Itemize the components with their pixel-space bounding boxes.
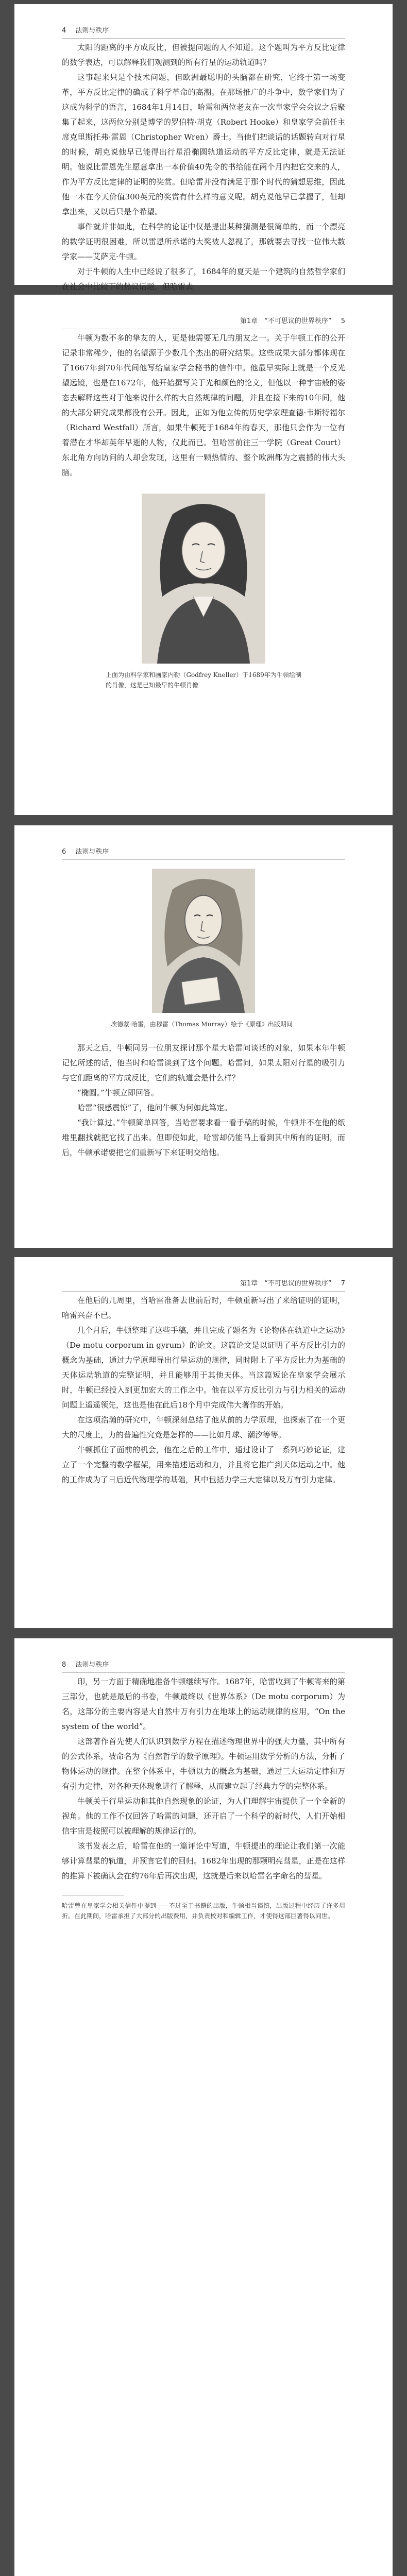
running-title: 第1章 “不可思议的世界秩序” — [240, 1280, 332, 1287]
page-number: 7 — [341, 1280, 345, 1287]
paragraph: 对于牛顿的人生中已经说了很多了，1684年的夏天是一个建筑的自然哲学家们在社会中比较下的热议话题，但哈雷去 — [62, 267, 345, 291]
paragraph: 那天之后，牛顿同另一位朋友探讨那个星大哈雷问谈话的对象，如果本年牛顿记忆所述的话，他当时和哈雷谈到了这个问题。哈雷问，如果太阳对行星的吸引力与它们距离的平方成反比，它们的轨道会是什么样？ — [62, 1043, 345, 1082]
running-title: 第1章 “不可思议的世界秩序” — [240, 317, 332, 325]
book-page-5 — [14, 1638, 393, 2576]
page-header — [62, 25, 345, 35]
page-header — [62, 1659, 345, 1669]
paragraph: 牛顿关于行星运动和其他自然现象的论证，为人们理解宇宙提供了一个全新的视角。他的工作不仅回答了哈雷的问题，还开启了一个科学的新时代，人们开始相信宇宙是按照可以被理解的规律运行的。 — [62, 1797, 345, 1836]
book-page-2 — [14, 295, 393, 815]
paragraph: 几个月后，牛顿整理了这些手稿，并且完成了题名为《论物体在轨道中之运动》（De motu corporum in gyrum）的论文。这篇论文是以证明了平方反比引力的概念为基础，通过力学原理导出行星运动的规律，同时附上了平方反比力为基础的天体运动轨道的完整证明，并且能够用于其他天体。当这篇短论在皇家学会展示时，牛顿已经投入到更加宏大的工作之中。他在以平方反比引力与引力相关的运动问题上遥遥领先，这也是他在此后18个月中完成伟大著作的开始。 — [62, 1326, 345, 1410]
newton-portrait-drawing — [142, 494, 265, 664]
paragraph: 牛顿为数不多的挚友的人，更是他需要无几的朋友之一。关于牛顿工作的公开记录非常稀少，他的名望源于少数几个杰出的研究结果。这些成果大部分都体现在了1667年到70年代间他写给皇家学会秘书的信件中。他最早实际上就是一个反光望远镜，也是在1672年，他开始撰写关于光和颜色的论文，但他以一种宇宙般的姿态去解释这些对于他来说什么样的大自然规律的问题，并且在接下来的10年间，他的大部分研究成果都没有公开。因此，正如为他立传的历史学家理查德·韦斯特福尔（Richard Westfall）所言，如果牛顿死于1684年的春天，那他只会作为一位有着潜在才华却英年早逝的人物，仅此而已。但哈雷前往三一学院（Great Court）东北角方向访问的人却会发现，这里有一颗热情的、整个欧洲都为之震撼的伟大头脑。 — [62, 333, 345, 477]
book-page-4 — [14, 1257, 393, 1628]
paragraph: “我计算过。”牛顿简单回答，当哈雷要求看一看手稿的时候，牛顿并不在他的纸堆里翻找就把它找了出来。但即使如此，哈雷却仍能马上看到其中所有的证明，而后，牛顿承诺要把它们重新写下来证明交给他。 — [62, 1118, 345, 1157]
page-number: 6 — [62, 848, 66, 856]
paragraph: 哈雷“很感震惊”了，他问牛顿为何如此笃定。 — [77, 1103, 232, 1112]
halley-portrait-drawing — [152, 869, 255, 1013]
paragraph: 这事起来只是个技术问题，但欧洲最聪明的头脑都在研究，它终于第一场变革，平方反比定律的确成了科学革命的高潮。在那场推广的斗争中，数学家们为了这成为科学的语言，1684年1月14日，哈雷和两位老友在一次皇家学会会议之后聚集了起来，这两位分别是博学的罗伯特·胡克（Robert Hooke）和皇家学会前任主席克里斯托弗·雷恩（Christopher Wren）爵士。当他们把谈话的话题转向对行星的时候，胡克说他早已能得出行星沿椭圆轨道运动的平方反比定律，就是无法证明。他说比雷恩先生愿意拿出一本价值40先令的书给能在两个月内把它交来的人，作为平方反比定律的证明的奖赏。但哈雷并没有满足于那个时代的猜想思维，因此他一本在今天价值300英元的奖赏有什么样的意义呢。胡克说他早已掌握了，但却拿出来，又以后只是个希望。 — [62, 73, 345, 216]
page-header — [62, 315, 345, 325]
header-rule — [62, 38, 345, 39]
paragraph: 太阳的距离的平方成反比，但被提问题的人不知道。这个题叫为平方反比定律的数学表达，可以解释我们观测到的所有行星的运动轨道吗？ — [62, 43, 345, 67]
footnote: 哈雷曾在皇家学会相关信件中提到——不过至于书籍的出版，牛顿相当谨慎，出版过程中经历了许多周折。在此期间，哈雷承担了大部分的出版费用，并负责校对和编辑工作，才使得这部巨著得以问世。 — [62, 1902, 345, 1920]
header-rule — [62, 1291, 345, 1292]
running-title: 法则与秩序 — [75, 27, 109, 35]
figure-caption: 上面为由科学家和画家内勒（Godfrey Kneller）于1689年为牛顿绘制的肖像，这是已知最早的牛顿肖像 — [106, 671, 301, 689]
page-number: 8 — [62, 1661, 66, 1669]
book-page-3 — [14, 825, 393, 1248]
paragraph: 在这项浩瀚的研究中，牛顿深刻总结了他从前的力学原理，也探索了在一个更大的尺度上，力的普遍性究竟是怎样的——比如月球、潮汐等等。 — [62, 1415, 345, 1439]
newton-portrait — [142, 494, 265, 664]
halley-portrait — [152, 869, 255, 1013]
page-header — [62, 1278, 345, 1287]
paragraph: 这部著作首先使人们认识到数学方程在描述物理世界中的强大力量，其中所有的公式体系，被命名为《自然哲学的数学原理》。牛顿运用数学分析的方法，分析了物体运动的规律。在整个体系中，牛顿以力的概念为基础，通过三大运动定律和万有引力定律，对各种天体现象进行了解释，从而建立起了经典力学的完整体系。 — [62, 1737, 345, 1791]
header-rule — [62, 859, 345, 860]
page-header — [62, 846, 345, 856]
figure-caption: 埃德蒙·哈雷，由穆雷（Thomas Murray）绘于《原理》出版期间 — [111, 1021, 293, 1028]
paragraph: 事件就并非如此，在科学的论证中仅是提出某种猜测是很简单的，而一个漂亮的数学证明很困难，所以雷恩所承诺的大奖被人忽视了，那就要去寻找一位伟大数学家——艾萨克·牛顿。 — [62, 222, 345, 261]
running-title: 法则与秩序 — [75, 848, 109, 856]
paragraph: 该书发表之后，哈雷在他的一篇评论中写道，牛顿提出的理论让我们第一次能够计算彗星的轨道，并预言它们的回归。1682年出现的那颗明亮彗星，正是在这样的推算下被确认会在约76年后再次出现，这就是后来以哈雷名字命名的彗星。 — [62, 1841, 345, 1880]
paragraph: “椭圆。”牛顿立即回答。 — [77, 1088, 159, 1097]
page-number: 5 — [341, 317, 345, 325]
header-rule — [62, 1672, 345, 1673]
book-page-1 — [14, 4, 393, 291]
running-title: 法则与秩序 — [75, 1661, 109, 1669]
paragraph: 印，另一方面于精确地准备牛顿继续写作。1687年，哈雷收到了牛顿寄来的第三部分，也就是最后的书卷，牛顿最终以《世界体系》（De motu corporum）为名，这部分的主要内容是大自然中万有引力在地球上的运动规律的应用，“On the system of the world”。 — [62, 1677, 345, 1731]
paragraph: 牛顿抓住了面前的机会，他在之后的工作中，通过设计了一系列巧妙论证，建立了一个完整的数学框架，用来描述运动和力，并且将它推广到天体运动之中。他的工作成为了日后近代物理学的基础，其中包括力学三大定律以及万有引力定律。 — [62, 1445, 345, 1484]
page-number: 4 — [62, 27, 66, 35]
paragraph: 在他后的几周里，当哈雷准备去世前后时，牛顿重新写出了来给证明的证明，哈雷兴奋不已。 — [62, 1296, 345, 1320]
